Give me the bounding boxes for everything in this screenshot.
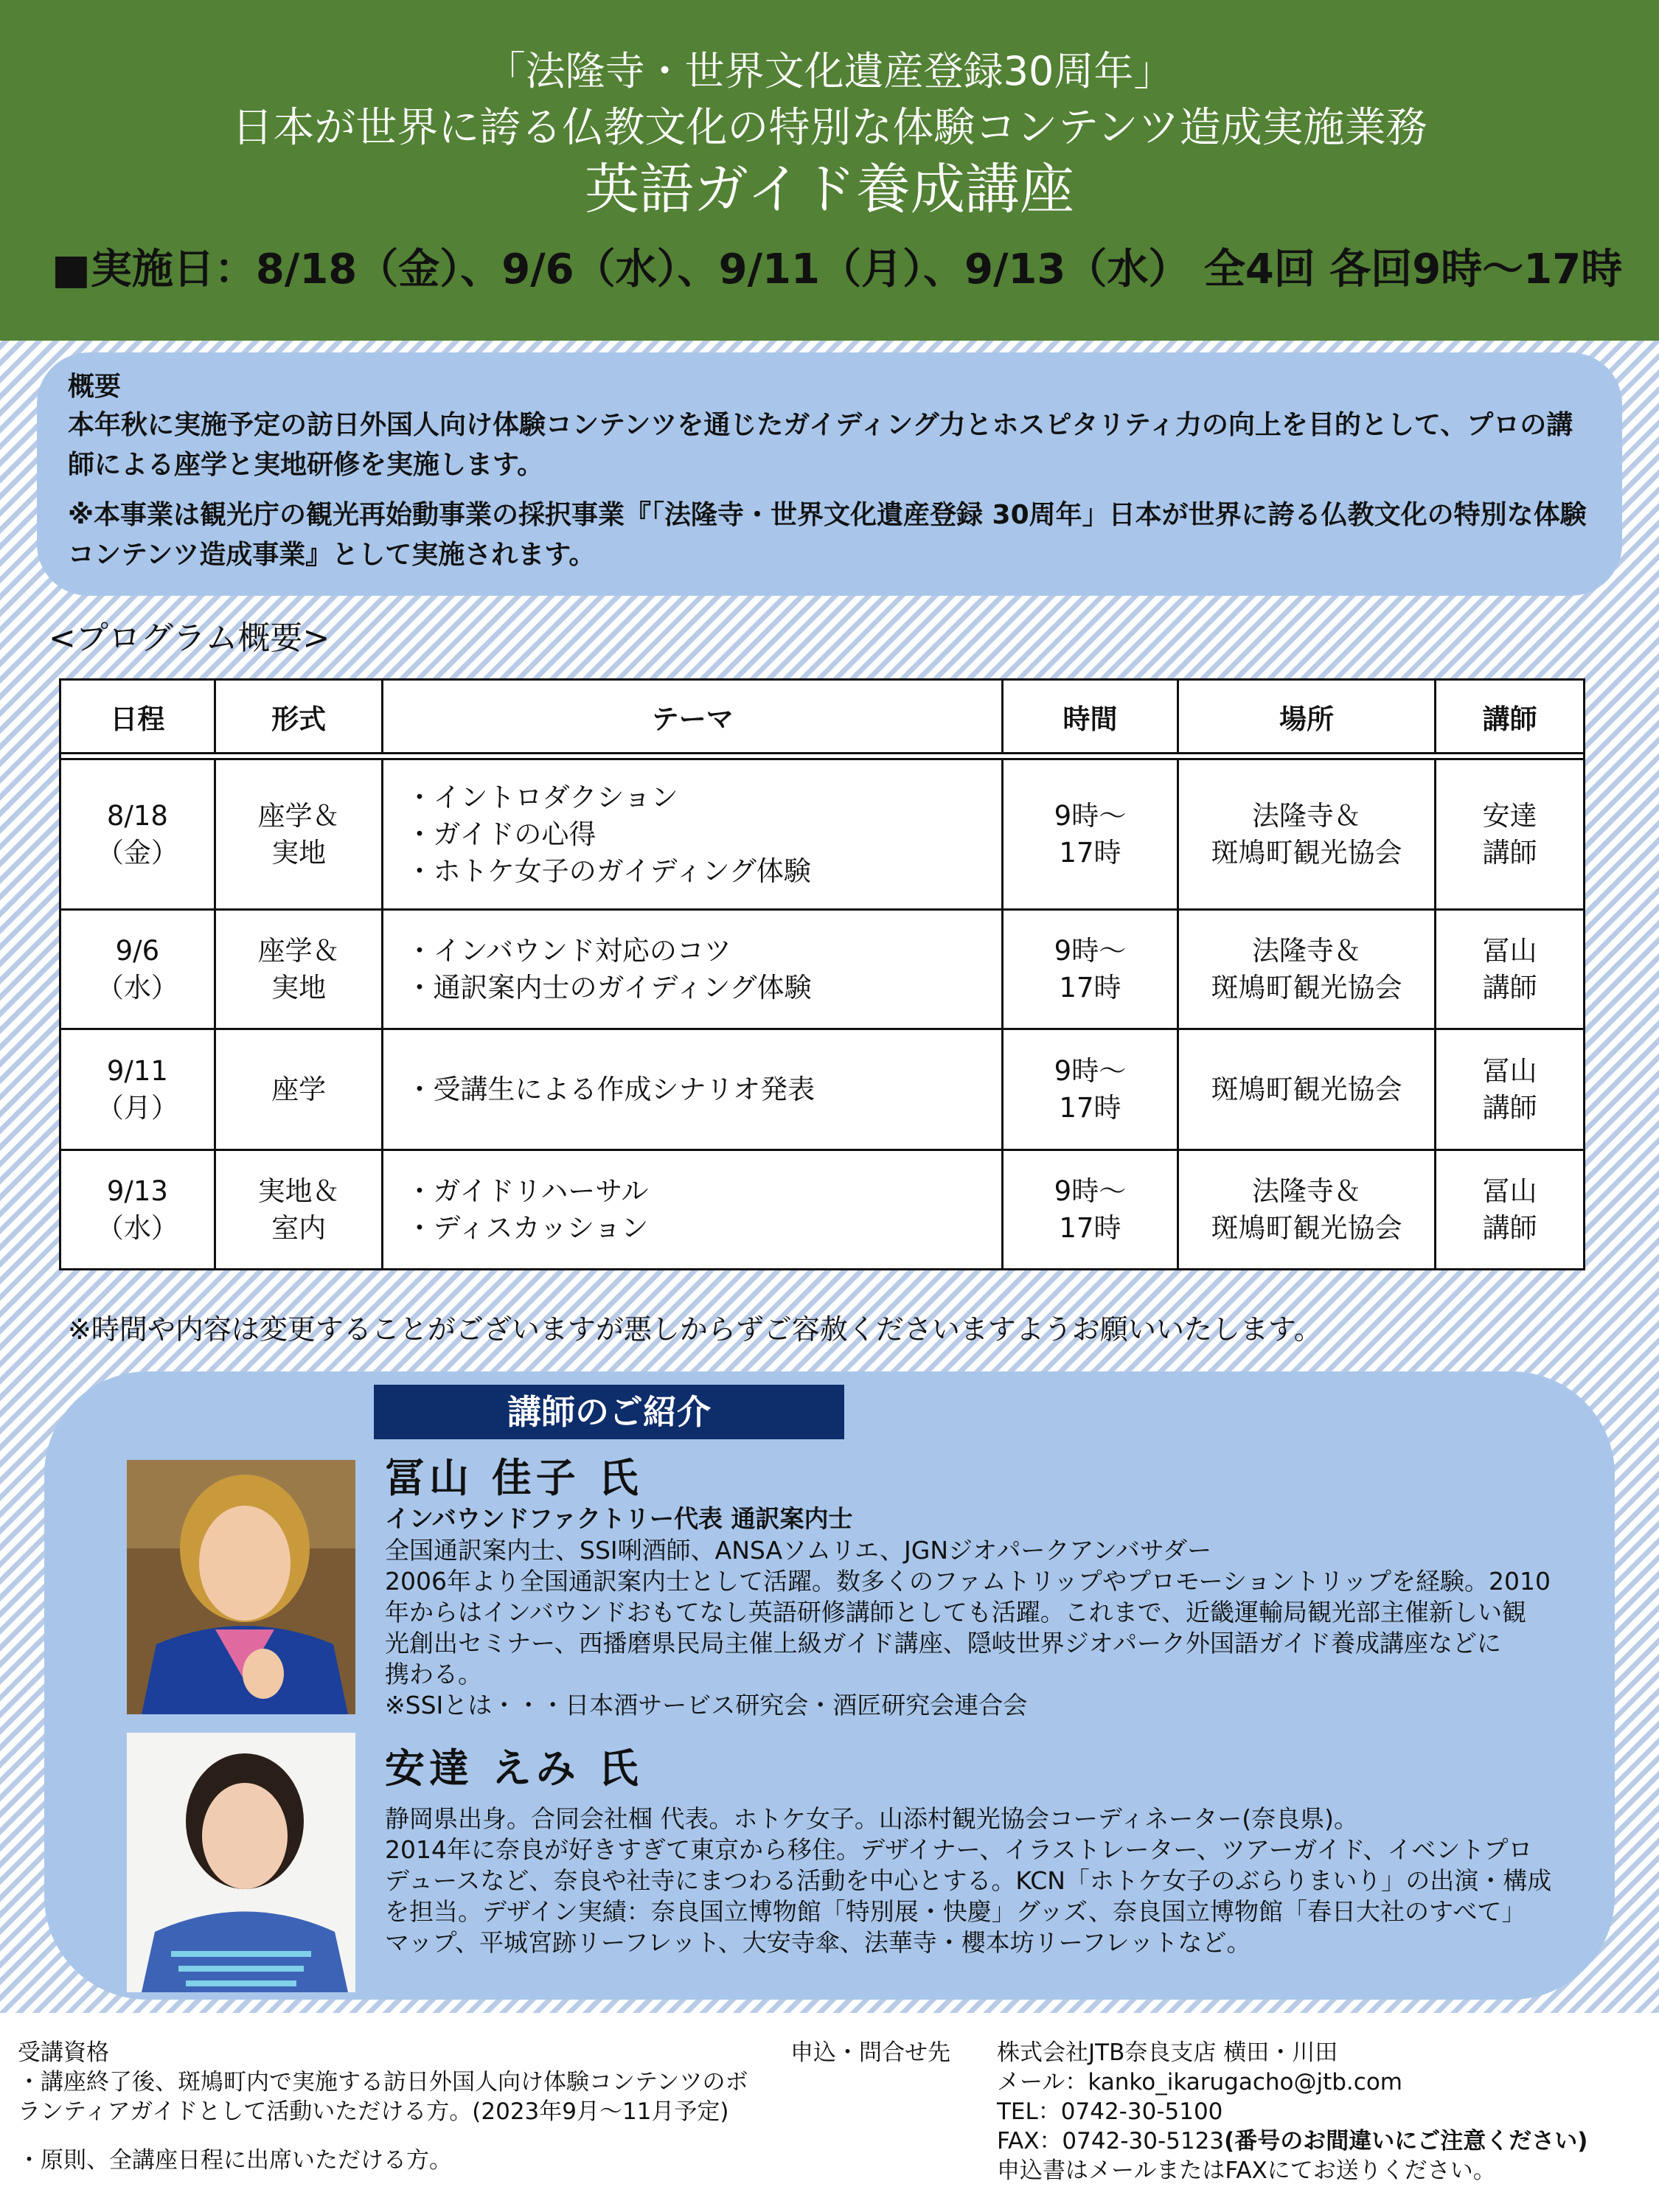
- contact-fax: FAX：0742-30-5123: [997, 2128, 1225, 2154]
- footer: [0, 2013, 1659, 2212]
- qualification-section: [18, 2038, 770, 2175]
- cell-date: 8/18 （金）: [60, 759, 215, 910]
- cell-date: 9/6 （水）: [60, 910, 215, 1029]
- instructor-heading: 講師のご紹介: [374, 1385, 844, 1439]
- header-theme: テーマ: [383, 680, 1003, 754]
- adachi-bio-line: デュースなど、奈良や社寺にまつわる活動を中心とする。KCN「ホトケ女子のぶらりまいり」の出演・構成: [385, 1866, 1552, 1895]
- change-notice: ※時間や内容は変更することがございますが悪しからずご容赦くださいますようお願いいたします。: [68, 1313, 1322, 1346]
- cell-date: 9/13 （水）: [60, 1150, 215, 1270]
- header-lecturer: 講師: [1436, 680, 1585, 754]
- cell-time: 9時～ 17時: [1003, 910, 1178, 1029]
- cell-time: 9時～ 17時: [1003, 1029, 1178, 1150]
- overview-body: 本年秋に実施予定の訪日外国人向け体験コンテンツを通じたガイディング力とホスピタリティ力の向上を目的として、プロの講師による座学と実地研修を実施します。: [68, 410, 1573, 480]
- cell-date: 9/11 （月）: [60, 1029, 215, 1150]
- adachi-bio-line: 2014年に奈良が好きすぎて東京から移住。デザイナー、イラストレーター、ツアーガイド、イベントプロ: [385, 1835, 1533, 1864]
- tomiyama-bio-line: 年からはインバウンドおもてなし英語研修講師としても活躍。これまで、近畿運輸局観光部主催新しい観: [385, 1598, 1527, 1627]
- overview-note: ※本事業は観光庁の観光再始動事業の採択事業『「法隆寺・世界文化遺産登録 30周年」日本が世界に誇る仏教文化の特別な体験コンテンツ造成事業』として実施されます。: [68, 500, 1587, 570]
- table-row: [60, 759, 1585, 910]
- tomiyama-bio-line: 携わる。: [385, 1660, 482, 1688]
- cell-format: 実地＆ 室内: [215, 1150, 383, 1270]
- tomiyama-bio-line: 2006年より全国通訳案内士として活躍。数多くのファムトリップやプロモーショントリップを経験。2010: [385, 1567, 1551, 1596]
- contact-section: [997, 2038, 1646, 2185]
- header-date: 日程: [60, 680, 215, 754]
- tomiyama-bio-line: 光創出セミナー、西播磨県民局主催上級ガイド講座、隠岐世界ジオパーク外国語ガイド養成講座などに: [385, 1629, 1502, 1658]
- tomiyama-photo: [127, 1460, 355, 1714]
- adachi-photo: [127, 1733, 355, 1992]
- qualification-item: ・講座終了後、斑鳩町内で実施する訪日外国人向け体験コンテンツのボランティアガイドとして活動いただける方。(2023年9月～11月予定): [18, 2069, 748, 2125]
- program-table: [59, 678, 1585, 1270]
- title-main: 英語ガイド養成講座: [585, 158, 1074, 221]
- header-banner: [0, 0, 1659, 341]
- cell-theme: ・インバウンド対応のコツ ・通訳案内士のガイディング体験: [383, 910, 1003, 1029]
- contact-fax-line: [997, 2126, 1646, 2156]
- cell-theme: ・イントロダクション ・ガイドの心得 ・ホトケ女子のガイディング体験: [383, 759, 1003, 910]
- tomiyama-bio-line: 全国通訳案内士、SSI唎酒師、ANSAソムリエ、JGNジオパークアンバサダー: [385, 1536, 1212, 1565]
- qualification-title: 受講資格: [18, 2039, 109, 2066]
- adachi-bio-line: を担当。デザイン実績：奈良国立博物館「特別展・快慶」グッズ、奈良国立博物館「春日大社のすべて」: [385, 1897, 1526, 1926]
- title-line-1: 「法隆寺・世界文化遺産登録30周年」: [485, 48, 1174, 94]
- header-place: 場所: [1178, 680, 1435, 754]
- cell-place: 法隆寺＆ 斑鳩町観光協会: [1178, 759, 1435, 910]
- tomiyama-profile: [385, 1454, 1594, 1721]
- qualification-item: ・原則、全講座日程に出席いただける方。: [18, 2147, 452, 2174]
- cell-lecturer: 冨山 講師: [1436, 910, 1585, 1029]
- cell-format: 座学＆ 実地: [215, 759, 383, 910]
- adachi-bio-line: マップ、平城宮跡リーフレット、大安寺傘、法華寺・櫻本坊リーフレットなど。: [385, 1928, 1251, 1957]
- contact-apply-note: 申込書はメールまたはFAXにてお送りください。: [997, 2157, 1496, 2184]
- cell-lecturer: 冨山 講師: [1436, 1029, 1585, 1150]
- contact-label: 申込・問合せ先: [790, 2039, 950, 2066]
- program-heading: <プログラム概要>: [49, 619, 330, 657]
- contact-fax-note: (番号のお間違いにご注意ください): [1224, 2128, 1588, 2154]
- table-row: [60, 1029, 1585, 1150]
- table-row: [60, 910, 1585, 1029]
- cell-theme: ・ガイドリハーサル ・ディスカッション: [383, 1150, 1003, 1270]
- tomiyama-bio-line: ※SSIとは・・・日本酒サービス研究会・酒匠研究会連合会: [385, 1691, 1028, 1719]
- schedule-dates: ■実施日：8/18（金）、9/6（水）、9/11（月）、9/13（水） 全4回 各回9時～17時: [52, 246, 1623, 293]
- cell-theme: ・受講生による作成シナリオ発表: [383, 1029, 1003, 1150]
- adachi-bio-line: 静岡県出身。合同会社椢 代表。ホトケ女子。山添村観光協会コーディネーター(奈良県)。: [385, 1804, 1358, 1833]
- overview-panel: [37, 352, 1622, 596]
- cell-time: 9時～ 17時: [1003, 759, 1178, 910]
- contact-email[interactable]: メール：kanko_ikarugacho@jtb.com: [997, 2069, 1402, 2096]
- cell-lecturer: 冨山 講師: [1436, 1150, 1585, 1270]
- adachi-profile: [385, 1745, 1594, 1958]
- cell-place: 法隆寺＆ 斑鳩町観光協会: [1178, 910, 1435, 1029]
- table-spacer: [60, 754, 1585, 759]
- contact-tel: TEL：0742-30-5100: [997, 2098, 1223, 2125]
- tomiyama-name: 冨山 佳子 氏: [385, 1455, 643, 1501]
- cell-format: 座学＆ 実地: [215, 910, 383, 1029]
- adachi-name: 安達 えみ 氏: [385, 1745, 643, 1792]
- tomiyama-role: インバウンドファクトリー代表 通訳案内士: [385, 1504, 853, 1533]
- cell-lecturer: 安達 講師: [1436, 759, 1585, 910]
- cell-place: 斑鳩町観光協会: [1178, 1029, 1435, 1150]
- contact-company: 株式会社JTB奈良支店 横田・川田: [997, 2039, 1338, 2066]
- header-format: 形式: [215, 680, 383, 754]
- cell-time: 9時～ 17時: [1003, 1150, 1178, 1270]
- cell-place: 法隆寺＆ 斑鳩町観光協会: [1178, 1150, 1435, 1270]
- title-line-2: 日本が世界に誇る仏教文化の特別な体験コンテンツ造成実施業務: [232, 104, 1427, 152]
- header-time: 時間: [1003, 680, 1178, 754]
- table-header-row: [60, 680, 1585, 754]
- overview-title: 概要: [68, 372, 122, 402]
- cell-format: 座学: [215, 1029, 383, 1150]
- table-row: [60, 1150, 1585, 1270]
